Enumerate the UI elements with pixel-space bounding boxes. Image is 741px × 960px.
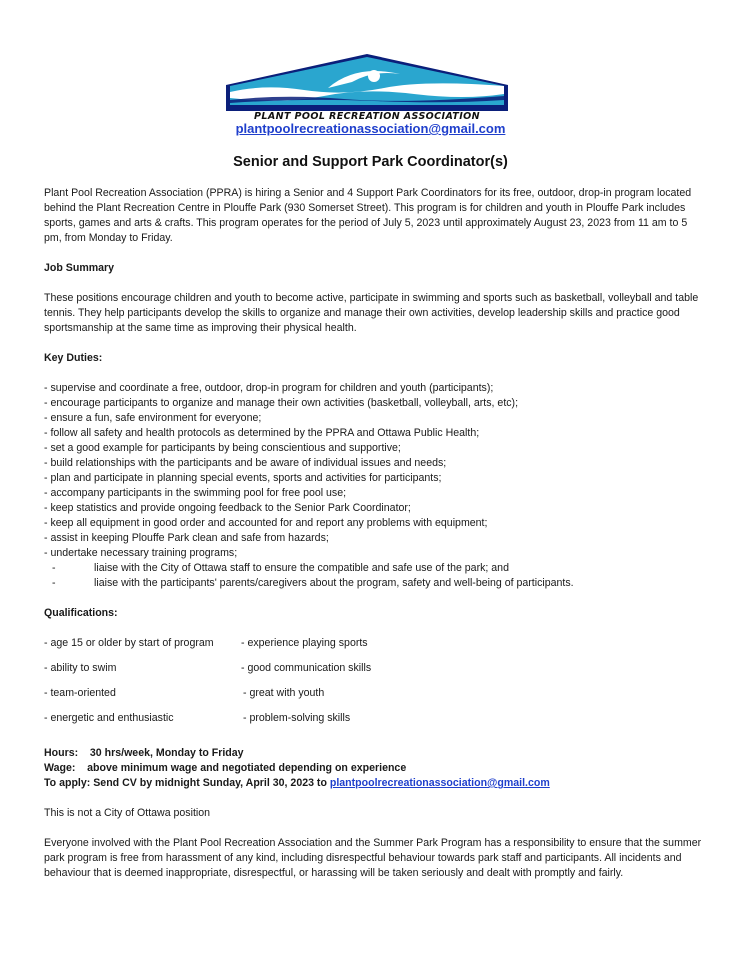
- sub-list-item: [44, 576, 704, 591]
- qualification-left: - energetic and enthusiastic: [44, 712, 174, 724]
- page-title: Senior and Support Park Coordinator(s): [233, 154, 508, 170]
- key-duties-list: [44, 381, 704, 591]
- logo-text: PLANT POOL RECREATION ASSOCIATION: [254, 111, 480, 122]
- qualifications-heading: Qualifications:: [44, 607, 118, 619]
- table-row: [44, 661, 704, 686]
- sub-item-dash: -: [52, 562, 56, 574]
- header-email-link[interactable]: plantpoolrecreationassociation@gmail.com: [235, 121, 506, 136]
- intro-paragraph: Plant Pool Recreation Association (PPRA) is hiring a Senior and 4 Support Park Coordinators for its free, outdoor, drop-in program located behind the Plant Recreation Centre in Plouffe Park (930 Somerset Street). This program is for children and youth in Plouffe Park includes sports, games and arts & crafts. This program operates for the period of July 5, 2023 until approximately August 23, 2023 from 11 am to 5 pm, from Monday to Friday.: [44, 187, 692, 244]
- list-item: - ensure a fun, safe environment for everyone;: [44, 412, 262, 424]
- sub-item-text: liaise with the participants' parents/caregivers about the program, safety and well-being of participants.: [94, 577, 574, 589]
- table-row: [44, 686, 704, 711]
- sub-list-item: [44, 561, 704, 576]
- apply-email-link[interactable]: plantpoolrecreationassociation@gmail.com: [329, 777, 550, 789]
- sub-item-text: liaise with the City of Ottawa staff to ensure the compatible and safe use of the park; and: [94, 562, 509, 574]
- list-item: - undertake necessary training programs;: [44, 547, 238, 559]
- notice-text: This is not a City of Ottawa position: [44, 807, 211, 819]
- table-row: [44, 711, 704, 736]
- apply-text: To apply: Send CV by midnight Sunday, April 30, 2023 to: [44, 777, 330, 789]
- list-item: - encourage participants to organize and manage their own activities (basketball, volleyball, arts, etc);: [44, 397, 519, 409]
- key-duties-heading: Key Duties:: [44, 352, 103, 364]
- list-item: - follow all safety and health protocols as determined by the PPRA and Ottawa Public Health;: [44, 427, 480, 439]
- hours-line: Hours: 30 hrs/week, Monday to Friday: [44, 747, 244, 759]
- qualification-right: - experience playing sports: [241, 637, 368, 649]
- qualification-left: - age 15 or older by start of program: [44, 637, 214, 649]
- table-row: [44, 636, 704, 661]
- list-item: - set a good example for participants by being conscientious and supportive;: [44, 442, 401, 454]
- apply-line: [44, 776, 704, 791]
- job-summary-heading: Job Summary: [44, 262, 115, 274]
- qualification-right: - problem-solving skills: [243, 712, 351, 724]
- list-item: - keep all equipment in good order and accounted for and report any problems with equipment;: [44, 517, 488, 529]
- list-item: - build relationships with the participants and be aware of individual issues and needs;: [44, 457, 447, 469]
- wage-line: Wage: above minimum wage and negotiated depending on experience: [44, 762, 407, 774]
- qualification-left: - ability to swim: [44, 662, 117, 674]
- list-item: - assist in keeping Plouffe Park clean and safe from hazards;: [44, 532, 329, 544]
- list-item: - supervise and coordinate a free, outdoor, drop-in program for children and youth (participants);: [44, 382, 494, 394]
- qualifications-table: [44, 636, 704, 736]
- qualification-right: - great with youth: [243, 687, 325, 699]
- list-item: - plan and participate in planning special events, sports and activities for participants;: [44, 472, 442, 484]
- qualification-left: - team-oriented: [44, 687, 116, 699]
- sub-item-dash: -: [52, 577, 56, 589]
- qualification-right: - good communication skills: [241, 662, 372, 674]
- list-item: - keep statistics and provide ongoing feedback to the Senior Park Coordinator;: [44, 502, 411, 514]
- job-summary-text: These positions encourage children and youth to become active, participate in swimming and sports such as basketball, volleyball and table tennis. They help participants develop the skills to organize and manage their own activities, develop leadership skills and practice good sportsmanship at the same time as improving their physical health.: [44, 292, 699, 334]
- policy-paragraph: Everyone involved with the Plant Pool Recreation Association and the Summer Park Program has a responsibility to ensure that the summer park program is free from harassment of any kind, including disrespectful behaviour towards park staff and participants. All incidents and behaviour that is deemed inappropriate, disrespectful, or harassing will be taken seriously and dealt with promptly and fairly.: [44, 837, 702, 879]
- list-item: - accompany participants in the swimming pool for free pool use;: [44, 487, 347, 499]
- document-body: [44, 186, 704, 881]
